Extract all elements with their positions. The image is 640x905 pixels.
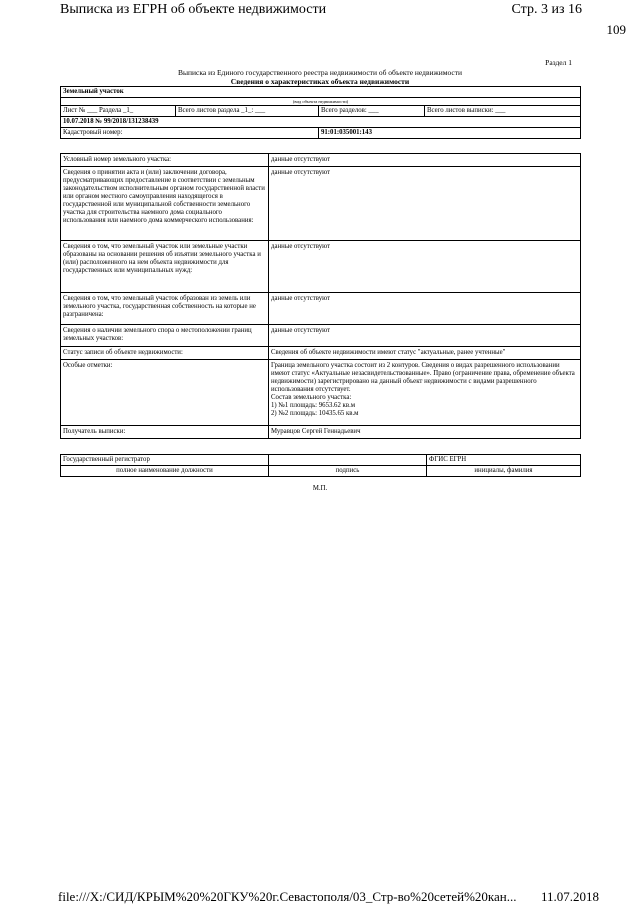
row-label: Сведения о том, что земельный участок образован из земель или земельного участка, государственная собственность на которые не разграничена: <box>61 293 269 325</box>
caption-initials: инициалы, фамилия <box>427 466 581 477</box>
object-type: Земельный участок <box>61 87 581 98</box>
table-row <box>61 347 581 360</box>
row-value: Муравцов Сергей Геннадьевич <box>269 426 581 439</box>
table-row <box>61 154 581 167</box>
row-label: Статус записи об объекте недвижимости: <box>61 347 269 360</box>
row-label: Условный номер земельного участка: <box>61 154 269 167</box>
characteristics-table <box>60 153 581 439</box>
print-header-title: Выписка из ЕГРН об объекте недвижимости <box>60 2 327 17</box>
table-row <box>61 241 581 293</box>
table-row <box>61 426 581 439</box>
sheet-number-cell: Лист № ___ Раздела _1_ <box>61 106 176 117</box>
special-notes-text: Граница земельного участка состоит из 2 контуров. Сведения о видах разрешенного использовании имеют статус «Актуальные незасвидетельствованные». Право (ограничение права, обременение объекта недвижимости) зарегистрировано на данный объект недвижимости с видами разрешенного использования отсутствует. <box>271 362 575 393</box>
section-sheets-cell: Всего листов раздела _1_: ___ <box>176 106 319 117</box>
cadastral-value: 91:01:035001:143 <box>319 128 581 139</box>
table-row <box>61 293 581 325</box>
row-value: данные отсутствуют <box>269 167 581 241</box>
section-label: Раздел 1 <box>545 58 572 67</box>
sheet-number: 109 <box>606 22 626 37</box>
caption-position: полное наименование должности <box>61 466 269 477</box>
print-footer-url: file:///X:/СИД/КРЫМ%20%20ГКУ%20г.Севастополя/03_Стр-во%20сетей%20кан... <box>58 889 517 904</box>
row-value: данные отсутствуют <box>269 325 581 347</box>
table-row <box>61 325 581 347</box>
row-label: Особые отметки: <box>61 360 269 426</box>
row-value: данные отсутствуют <box>269 154 581 167</box>
row-label: Получатель выписки: <box>61 426 269 439</box>
table-row <box>61 167 581 241</box>
table-row <box>61 360 581 426</box>
row-value: данные отсутствуют <box>269 293 581 325</box>
caption-signature: подпись <box>269 466 427 477</box>
extract-sheets-cell: Всего листов выписки: ___ <box>425 106 581 117</box>
row-value: Сведения об объекте недвижимости имеют статус "актуальные, ранее учтенные" <box>269 347 581 360</box>
signature-table <box>60 454 581 477</box>
print-header-page-indicator: Стр. 3 из 16 <box>511 2 582 17</box>
print-footer-date: 11.07.2018 <box>541 889 600 904</box>
document-title: Выписка из Единого государственного реестра недвижимости об объекте недвижимости <box>177 68 463 77</box>
signature-cell <box>269 455 427 466</box>
document-subtitle: Сведения о характеристиках объекта недвижимости <box>230 77 410 86</box>
contour-2-area: 2) №2 площадь: 10435.65 кв.м <box>271 410 359 417</box>
special-notes-value <box>269 360 581 426</box>
print-footer <box>58 889 599 905</box>
row-label: Сведения о том, что земельный участок или земельные участки образованы на основании решения об изъятии земельного участка и (или) расположенного на нем объекта недвижимости для государственных или муниципальных нужд: <box>61 241 269 293</box>
row-value: данные отсутствуют <box>269 241 581 293</box>
registrar-position: Государственный регистратор <box>61 455 269 466</box>
date-number: 10.07.2018 № 99/2018/131238439 <box>61 117 581 128</box>
row-label: Сведения о наличии земельного спора о местоположении границ земельных участков: <box>61 325 269 347</box>
contour-1-area: 1) №1 площадь: 9653.62 кв.м <box>271 402 356 409</box>
total-sections-cell: Всего разделов: ___ <box>319 106 425 117</box>
object-type-caption: (вид объекта недвижимости) <box>61 98 581 106</box>
land-composition-label: Состав земельного участка: <box>271 394 352 401</box>
cadastral-label: Кадастровый номер: <box>61 128 319 139</box>
stamp-place: М.П. <box>312 485 328 492</box>
row-label: Сведения о принятии акта и (или) заключении договора, предусматривающих предоставление в соответствии с земельным законодательством исполнительным органом государственной власти или органом местного самоуправления находящегося в государственной или муниципальной собственности земельного участка для строительства наемного дома социального использования или наемного дома коммерческого использования: <box>61 167 269 241</box>
registrar-organization: ФГИС ЕГРН <box>427 455 581 466</box>
header-table <box>60 86 581 139</box>
